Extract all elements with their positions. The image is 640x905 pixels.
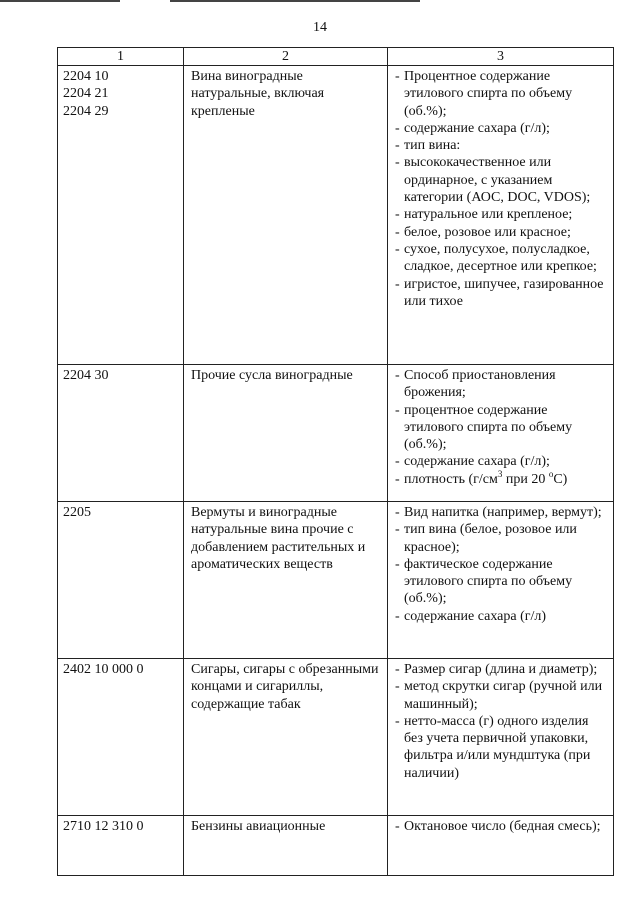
- table-row: [58, 365, 614, 502]
- table-row: [58, 502, 614, 659]
- column-header-3: 3: [388, 48, 614, 66]
- attribute-item: - процентное содержание этилового спирта по объему (об.%);: [404, 402, 609, 454]
- name-cell: [184, 816, 388, 876]
- attribute-item: - белое, розовое или красное;: [404, 224, 609, 241]
- attribute-item: - тип вина (белое, розовое или красное);: [404, 521, 609, 556]
- table-row: [58, 816, 614, 876]
- product-name: Вермуты и виноградные натуральные вина прочие с добавлением растительных и ароматических веществ: [191, 505, 366, 572]
- column-header-1: 1: [58, 48, 184, 66]
- attributes-cell: [388, 66, 614, 365]
- attribute-list: [392, 68, 609, 310]
- attribute-item: - метод скрутки сигар (ручной или машинный);: [404, 678, 609, 713]
- attribute-item: - тип вина:: [404, 137, 609, 154]
- attribute-item: - содержание сахара (г/л);: [404, 120, 609, 137]
- attribute-list: [392, 661, 609, 782]
- attribute-item: - содержание сахара (г/л);: [404, 453, 609, 470]
- attribute-item: - сухое, полусухое, полусладкое, сладкое, десертное или крепкое;: [404, 241, 609, 276]
- page-number: 14: [313, 20, 327, 35]
- density-text: плотность (г/см: [404, 471, 498, 487]
- page-top-edge: [0, 0, 640, 3]
- attribute-item: - натуральное или крепленое;: [404, 206, 609, 223]
- superscript-cubic: 3: [497, 468, 503, 479]
- product-name: Прочие сусла виноградные: [191, 368, 353, 383]
- attribute-item: - Способ приостановления брожения;: [404, 367, 609, 402]
- attribute-item: - Процентное содержание этилового спирта по объему (об.%);: [404, 68, 609, 120]
- attributes-cell: [388, 365, 614, 502]
- attributes-cell: [388, 816, 614, 876]
- attribute-list: [392, 818, 609, 835]
- document-table: [57, 47, 614, 876]
- table-row: [58, 66, 614, 365]
- density-text: С): [553, 471, 568, 487]
- tariff-code: 2204 21: [63, 86, 109, 102]
- table-row: [58, 659, 614, 816]
- column-header-2: 2: [184, 48, 388, 66]
- density-text: при 20: [502, 471, 549, 487]
- name-cell: [184, 502, 388, 659]
- tariff-code: 2710 12 310 0: [63, 819, 144, 834]
- attribute-item: - содержание сахара (г/л): [404, 608, 609, 625]
- attributes-cell: [388, 502, 614, 659]
- attribute-item: - Октановое число (бедная смесь);: [404, 818, 609, 835]
- superscript-degree: о: [548, 468, 554, 479]
- attribute-item: - нетто-масса (г) одного изделия без учета первичной упаковки, фильтра и/или мундштука (при наличии): [404, 713, 609, 782]
- attribute-item: - игристое, шипучее, газированное или тихое: [404, 276, 609, 311]
- tariff-code: 2402 10 000 0: [63, 662, 144, 677]
- tariff-code: 2204 29: [63, 103, 109, 119]
- product-name: Вина виноградные натуральные, включая крепленые: [191, 69, 325, 119]
- code-cell: [58, 502, 184, 659]
- table-header-row: [58, 48, 614, 66]
- attribute-item: - Вид напитка (например, вермут);: [404, 504, 609, 521]
- code-cell: [58, 66, 184, 365]
- tariff-code: 2204 10: [63, 69, 109, 84]
- code-cell: [58, 816, 184, 876]
- attribute-item: - высококачественное или ординарное, с указанием категории (АОС, DOC, VDOS);: [404, 154, 609, 206]
- code-cell: [58, 659, 184, 816]
- product-name: Сигары, сигары с обрезанными концами и сигариллы, содержащие табак: [191, 662, 379, 712]
- tariff-code: 2204 30: [63, 368, 109, 383]
- product-name: Бензины авиационные: [191, 819, 326, 834]
- attribute-item-density: [404, 468, 609, 488]
- tariff-code: 2205: [63, 505, 91, 520]
- attribute-item: - Размер сигар (длина и диаметр);: [404, 661, 609, 678]
- name-cell: [184, 659, 388, 816]
- attribute-item: - фактическое содержание этилового спирта по объему (об.%);: [404, 556, 609, 608]
- code-cell: [58, 365, 184, 502]
- name-cell: [184, 365, 388, 502]
- attribute-list: [392, 367, 609, 488]
- attribute-list: [392, 504, 609, 625]
- name-cell: [184, 66, 388, 365]
- attributes-cell: [388, 659, 614, 816]
